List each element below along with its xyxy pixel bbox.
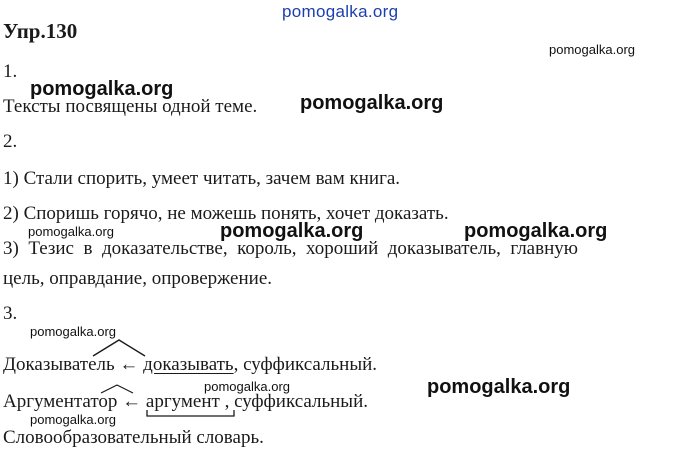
base-word-1: доказывать bbox=[143, 354, 234, 375]
watermark: pomogalka.org bbox=[28, 224, 114, 239]
section-2-item-3-line-2: цель, оправдание, опровержение. bbox=[3, 268, 273, 289]
watermark: pomogalka.org bbox=[204, 379, 290, 394]
suffix-arc-mark bbox=[99, 384, 139, 394]
watermark: pomogalka.org bbox=[427, 376, 571, 398]
section-2-item-3-line-1: 3) Тезис в доказательстве, король, хороший доказыватель, главную bbox=[3, 238, 578, 259]
suffix-arc-mark bbox=[91, 338, 151, 358]
section-2-number: 2. bbox=[3, 131, 18, 152]
analysis-row-1: Доказыватель ← доказывать, суффиксальный. bbox=[3, 354, 377, 376]
section-2-item-2: 2) Споришь горячо, не можешь понять, хочет доказать. bbox=[3, 203, 449, 224]
section-1-text: Тексты посвящены одной теме. bbox=[3, 96, 258, 117]
base-word-2: аргумент bbox=[146, 391, 225, 412]
watermark: pomogalka.org bbox=[549, 42, 635, 57]
base-bracket-mark bbox=[146, 409, 238, 419]
watermark: pomogalka.org bbox=[464, 220, 608, 242]
exercise-title: Упр.130 bbox=[3, 19, 78, 43]
watermark-top: pomogalka.org bbox=[282, 2, 399, 21]
section-3-number: 3. bbox=[3, 303, 18, 324]
section-2-item-1: 1) Стали спорить, умеет читать, зачем вам книга. bbox=[3, 168, 401, 189]
watermark: pomogalka.org bbox=[30, 78, 174, 100]
watermark: pomogalka.org bbox=[30, 324, 116, 339]
analysis-row-3: Словообразовательный словарь. bbox=[3, 427, 264, 448]
analysis-row-2: Аргументатор ← аргумент , суффиксальный. bbox=[3, 391, 368, 413]
watermark: pomogalka.org bbox=[300, 92, 444, 114]
derived-word-1: Доказыватель bbox=[3, 354, 119, 375]
watermark: pomogalka.org bbox=[220, 220, 364, 242]
derived-word-2: Аргументатор bbox=[3, 391, 122, 412]
watermark: pomogalka.org bbox=[30, 412, 116, 427]
derivation-arrow: ← bbox=[119, 354, 139, 375]
section-1-number: 1. bbox=[3, 61, 18, 82]
derivation-arrow: ← bbox=[122, 391, 142, 412]
